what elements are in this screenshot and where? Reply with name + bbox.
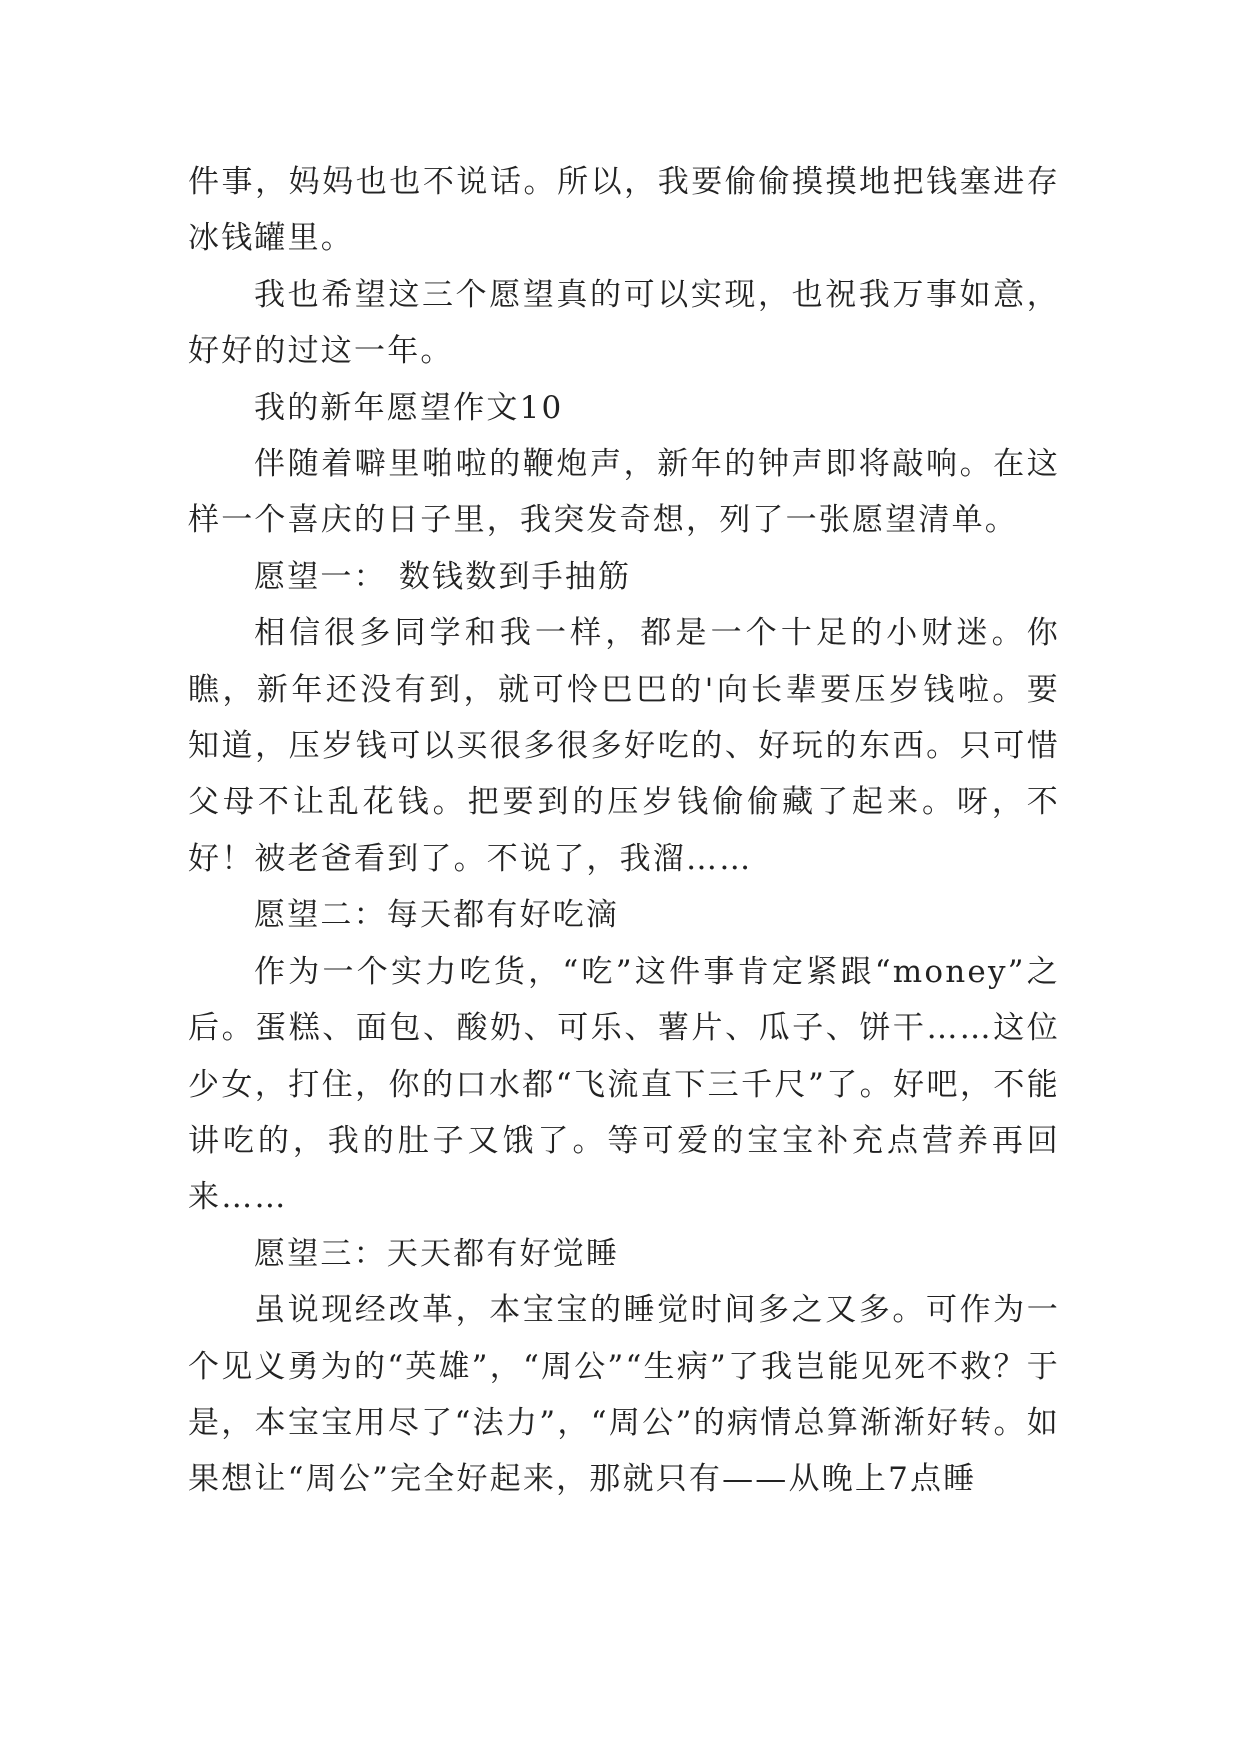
- wish-heading-1: 愿望一： 数钱数到手抽筋: [254, 558, 632, 595]
- paragraph-wish-1: 相信很多同学和我一样，都是一个十足的小财迷。你瞧，新年还没有到，就可怜巴巴的'向长辈要压岁钱啦。要知道，压岁钱可以买很多很多好吃的、好玩的东西。只可惜父母不让乱花钱。把要到的压岁钱偷偷藏了起来。呀，不好！被老爸看到了。不说了，我溜……: [188, 615, 1060, 877]
- wish-heading-2: 愿望二：每天都有好吃滴: [254, 897, 620, 934]
- paragraph-closing-wish: 我也希望这三个愿望真的可以实现，也祝我万事如意，好好的过这一年。: [188, 276, 1060, 370]
- paragraph-intro: 伴随着噼里啪啦的鞭炮声，新年的钟声即将敲响。在这样一个喜庆的日子里，我突发奇想，列了一张愿望清单。: [188, 446, 1060, 539]
- essay-title: 我的新年愿望作文10: [254, 389, 564, 426]
- document-body: [188, 154, 1060, 1508]
- wish-heading-3: 愿望三：天天都有好觉睡: [254, 1235, 620, 1272]
- paragraph-continuation: 件事，妈妈也也不说话。所以，我要偷偷摸摸地把钱塞进存冰钱罐里。: [188, 164, 1060, 257]
- paragraph-wish-3: 虽说现经改革，本宝宝的睡觉时间多之又多。可作为一个见义勇为的“英雄”，“周公”“生病”了我岂能见死不救？于是，本宝宝用尽了“法力”，“周公”的病情总算渐渐好转。如果想让“周公”完全好起来，那就只有——从晚上7点睡: [188, 1292, 1060, 1498]
- paragraph-wish-2: 作为一个实力吃货，“吃”这件事肯定紧跟“money”之后。蛋糕、面包、酸奶、可乐、薯片、瓜子、饼干……这位少女，打住，你的口水都“飞流直下三千尺”了。好吧，不能讲吃的，我的肚子又饿了。等可爱的宝宝补充点营养再回来……: [188, 953, 1060, 1216]
